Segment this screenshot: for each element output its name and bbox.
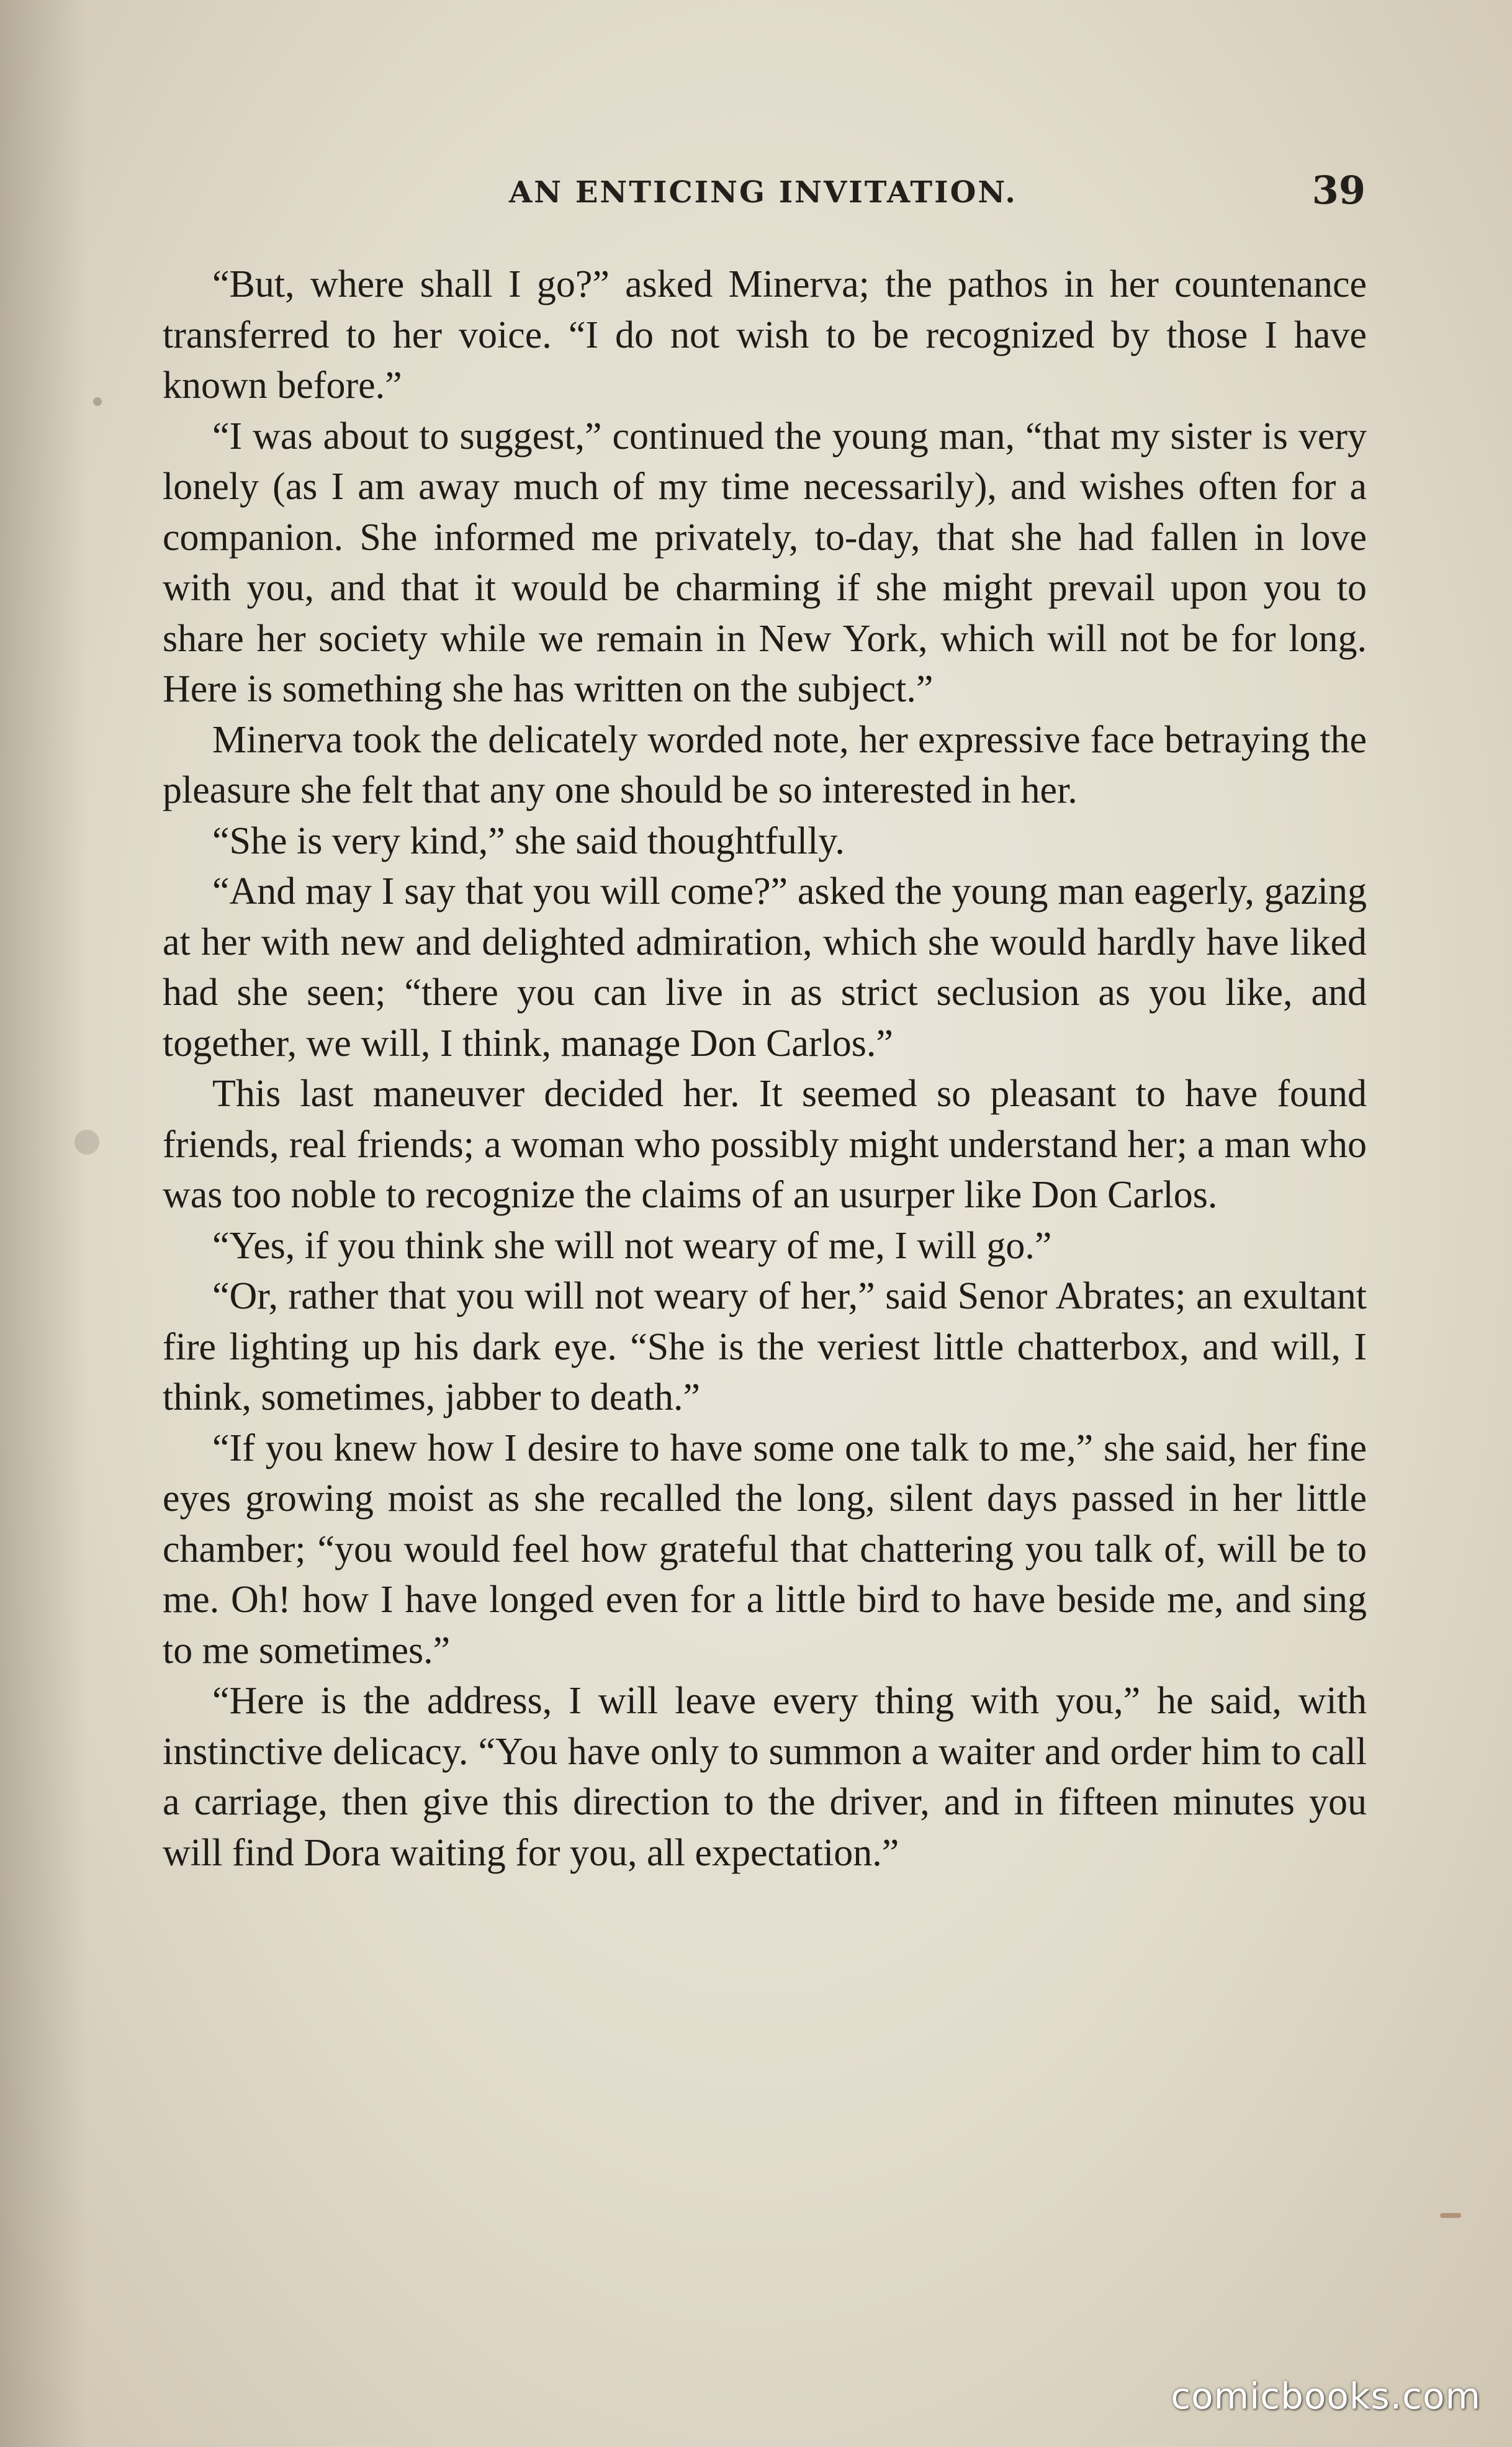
paper-speck [93, 397, 102, 406]
paragraph: “I was about to suggest,” continued the young man, “that my sister is very lonely (as I am away much of my time necessarily), and wishes often for a companion. She informed me privately, to-day, that she had fallen in love with you, and that it would be charming if she might prevail upon you to share her society while we remain in New York, which will not be for long. Here is something she has written on the subject.” [163, 415, 1367, 710]
page-edge-shadow [0, 0, 87, 2447]
paragraph: “Or, rather that you will not weary of her,” said Senor Abrates; an exultant fire lighting up his dark eye. “She is the veriest little chatterbox, and will, I think, sometimes, jabber to death.” [163, 1275, 1367, 1418]
paragraph: Minerva took the delicately worded note, her expressive face betraying the pleasure she felt that any one should be so interested in her. [163, 718, 1367, 811]
paper-speck [1440, 2213, 1461, 2218]
page-number: 39 [1312, 168, 1366, 213]
watermark-text: comicbooks.com [1171, 2375, 1481, 2417]
paragraph: “But, where shall I go?” asked Minerva; the pathos in her countenance transferred to her voice. “I do not wish to be recognized by those I have known before.” [163, 263, 1367, 407]
paragraph: “She is very kind,” she said thoughtfully. [212, 819, 845, 862]
paragraph: This last maneuver decided her. It seemed so pleasant to have found friends, real friends; a woman who possibly might understand her; a man who was too noble to recognize the claims of an usurper like Don Carlos. [163, 1073, 1367, 1216]
body-text [163, 259, 1367, 1878]
paper-speck [74, 1130, 99, 1155]
paragraph: “Here is the address, I will leave every thing with you,” he said, with instinctive delicacy. “You have only to summon a waiter and order him to call a carriage, then give this direction to the driver, and in fifteen minutes you will find Dora waiting for you, all expectation.” [163, 1680, 1367, 1874]
page-header [161, 168, 1366, 223]
running-title: AN ENTICING INVITATION. [509, 175, 1017, 210]
paragraph: “If you knew how I desire to have some one talk to me,” she said, her fine eyes growing moist as she recalled the long, silent days passed in her little chamber; “you would feel how grateful that chattering you talk of, will be to me. Oh! how I have longed even for a little bird to have beside me, and sing to me sometimes.” [163, 1426, 1367, 1672]
paragraph: “Yes, if you think she will not weary of me, I will go.” [212, 1224, 1052, 1267]
paragraph: “And may I say that you will come?” asked the young man eagerly, gazing at her with new and delighted admiration, which she would hardly have liked had she seen; “there you can live in as strict seclusion as you like, and together, we will, I think, manage Don Carlos.” [163, 870, 1367, 1065]
